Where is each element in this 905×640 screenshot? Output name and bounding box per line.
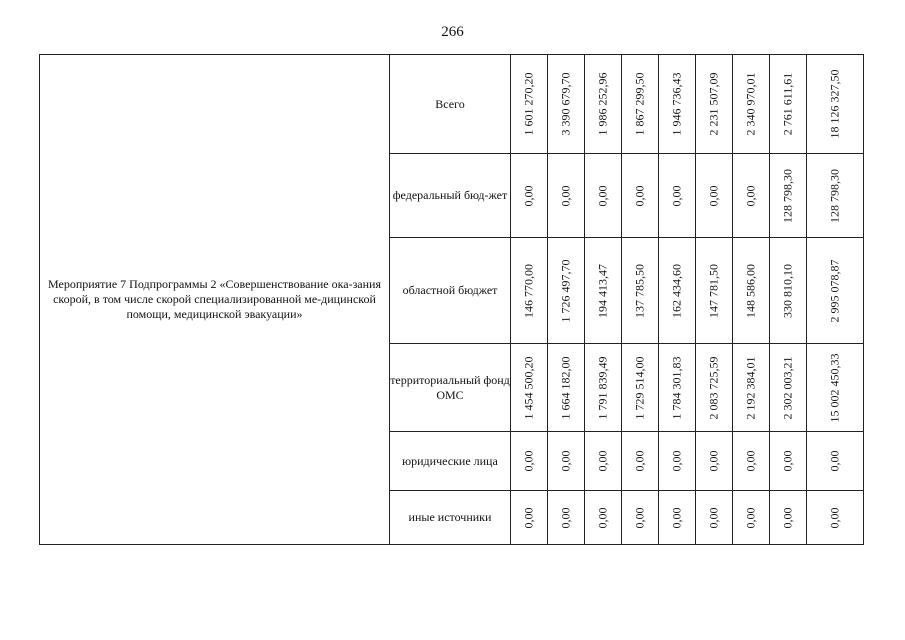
value-cell [696,238,733,344]
value-text: 330 810,10 [780,263,795,318]
value-text: 2 192 384,01 [743,356,758,419]
value-cell [622,55,659,154]
value-text: 1 867 299,50 [632,72,647,136]
value-cell [548,491,585,545]
value-cell [696,491,733,545]
value-text: 0,00 [521,450,536,472]
table-row [40,55,864,154]
value-cell [622,491,659,545]
value-text: 0,00 [743,185,758,206]
value-cell [696,55,733,154]
value-text: 194 413,47 [595,263,610,318]
funding-source-label: федеральный бюд-жет [390,154,511,238]
value-text: 2 302 003,21 [780,356,795,419]
funding-source-label: территориальный фонд ОМС [390,344,511,432]
value-text: 162 434,60 [669,263,684,318]
funding-table [39,54,864,545]
value-text: 147 781,50 [706,263,721,318]
value-cell [511,154,548,238]
value-cell [733,344,770,432]
value-cell [696,344,733,432]
funding-source-label: иные источники [390,491,511,545]
value-text: 1 729 514,00 [632,356,647,419]
value-cell [585,344,622,432]
value-cell [585,55,622,154]
table-body [40,55,864,545]
value-text: 0,00 [521,507,536,528]
value-cell [622,238,659,344]
value-text: 146 770,00 [521,263,536,318]
value-cell [511,238,548,344]
value-text: 2 083 725,59 [706,356,721,419]
value-cell [548,432,585,491]
value-text: 0,00 [595,185,610,206]
value-cell [733,432,770,491]
value-cell [770,344,807,432]
funding-source-label: областной бюджет [390,238,511,344]
value-text: 18 126 327,50 [827,69,842,139]
value-cell [807,491,864,545]
funding-source-label: Всего [390,55,511,154]
value-text: 1 454 500,20 [521,356,536,419]
value-cell [585,238,622,344]
page-number: 266 [441,24,464,40]
value-cell [659,344,696,432]
value-cell [511,344,548,432]
value-cell [696,154,733,238]
value-cell [770,238,807,344]
value-cell [622,344,659,432]
value-text: 0,00 [558,507,573,528]
value-text: 1 784 301,83 [669,356,684,419]
value-text: 0,00 [743,507,758,528]
value-cell [659,491,696,545]
value-text: 0,00 [632,450,647,472]
value-text: 3 390 679,70 [558,72,573,136]
value-text: 0,00 [669,185,684,206]
value-cell [733,238,770,344]
value-text: 2 340 970,01 [743,72,758,136]
value-text: 148 586,00 [743,263,758,318]
value-text: 0,00 [595,450,610,472]
value-cell [807,238,864,344]
value-cell [548,154,585,238]
value-text: 15 002 450,33 [827,353,842,422]
value-text: 1 791 839,49 [595,356,610,419]
value-cell [511,491,548,545]
value-cell [696,432,733,491]
value-cell [807,154,864,238]
value-text: 0,00 [632,507,647,528]
value-text: 0,00 [706,185,721,206]
value-text: 1 726 497,70 [558,259,573,322]
value-text: 1 664 182,00 [558,356,573,419]
value-cell [585,432,622,491]
value-cell [511,432,548,491]
value-text: 1 946 736,43 [669,72,684,136]
value-text: 1 986 252,96 [595,72,610,136]
value-cell [770,432,807,491]
value-cell [659,55,696,154]
value-text: 2 761 611,61 [780,72,795,136]
value-text: 0,00 [558,185,573,206]
value-text: 0,00 [743,450,758,472]
value-text: 0,00 [706,450,721,472]
funding-source-label: юридические лица [390,432,511,491]
value-cell [807,55,864,154]
value-text: 2 231 507,09 [706,72,721,136]
value-cell [548,238,585,344]
value-cell [659,432,696,491]
value-cell [733,55,770,154]
value-text: 0,00 [827,450,842,472]
value-text: 128 798,30 [780,168,795,223]
value-text: 1 601 270,20 [521,72,536,136]
value-cell [659,154,696,238]
value-text: 0,00 [827,507,842,528]
value-text: 0,00 [632,185,647,206]
value-text: 2 995 078,87 [827,259,842,322]
value-cell [622,154,659,238]
value-cell [585,491,622,545]
value-text: 0,00 [521,185,536,206]
value-cell [807,344,864,432]
value-cell [548,344,585,432]
value-cell [659,238,696,344]
value-cell [770,55,807,154]
value-text: 137 785,50 [632,263,647,318]
value-cell [770,491,807,545]
value-cell [585,154,622,238]
value-cell [770,154,807,238]
value-text: 0,00 [706,507,721,528]
value-cell [622,432,659,491]
value-text: 0,00 [595,507,610,528]
value-text: 0,00 [669,507,684,528]
value-text: 0,00 [669,450,684,472]
measure-title: Мероприятие 7 Подпрограммы 2 «Совершенствование ока-зания скорой, в том числе скорой специализированной ме-дицинской помощи, медицинской эвакуации» [40,55,390,545]
value-text: 0,00 [780,507,795,528]
value-cell [733,154,770,238]
value-text: 128 798,30 [827,168,842,223]
value-cell [511,55,548,154]
value-text: 0,00 [558,450,573,472]
value-cell [733,491,770,545]
value-cell [548,55,585,154]
value-text: 0,00 [780,450,795,472]
value-cell [807,432,864,491]
